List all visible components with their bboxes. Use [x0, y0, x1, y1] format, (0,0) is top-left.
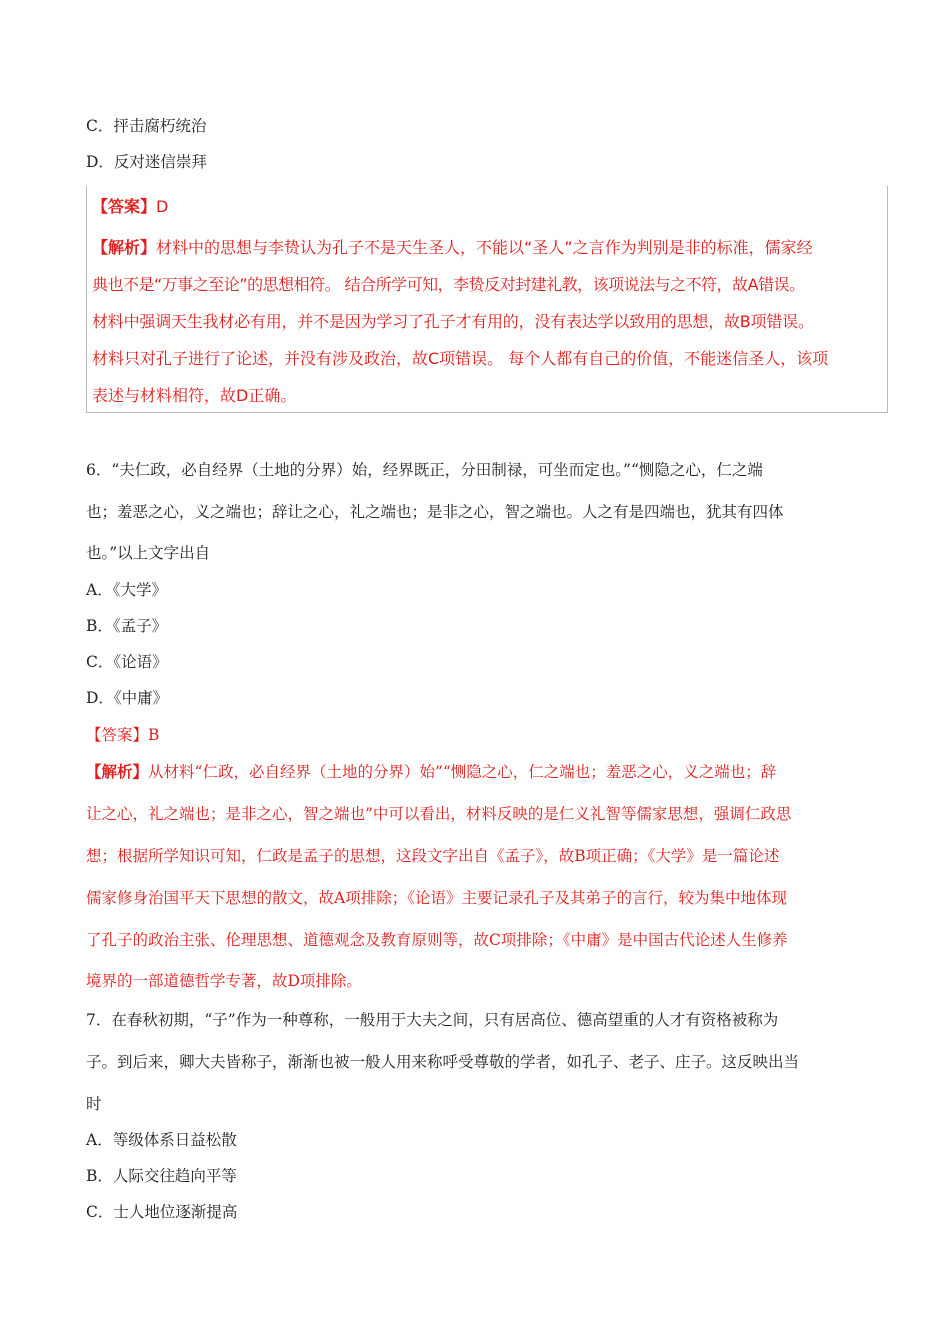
q6-analysis-line-6: 境界的一部道德哲学专著，故D项排除。	[86, 972, 362, 990]
q7-stem-line-2: 子。到后来，卿大夫皆称子，渐渐也被一般人用来称呼受尊敬的学者，如孔子、老子、庄子。这反映出当	[86, 1053, 800, 1071]
q7-option-a: A．等级体系日益松散	[86, 1131, 237, 1149]
q6-answer-label: 【答案】	[86, 726, 149, 744]
q5-answer-label: 【答案】	[92, 197, 157, 216]
q5-answer-value: D	[156, 197, 169, 216]
q7-option-c: C．士人地位逐渐提高	[86, 1203, 238, 1221]
q6-option-d: D．《中庸》	[86, 689, 169, 707]
q6-analysis-line-1	[86, 762, 776, 782]
q6-analysis-line-3: 想；根据所学知识可知，仁政是孟子的思想，这段文字出自《孟子》，故B项正确；《大学》是一篇论述	[86, 847, 780, 865]
q5-analysis-text-1: 材料中的思想与李贽认为孔子不是天生圣人，不能以“圣人”之言作为判别是非的标准，儒家经	[156, 238, 813, 257]
q6-stem-line-1: 6．“夫仁政，必自经界（土地的分界）始，经界既正，分田制禄，可坐而定也。”“恻隐之心，仁之端	[86, 461, 763, 479]
q7-option-b: B．人际交往趋向平等	[86, 1167, 237, 1185]
q6-analysis-line-4: 儒家修身治国平天下思想的散文，故A项排除；《论语》主要记录孔子及其弟子的言行，较为集中地体现	[86, 889, 787, 907]
q5-analysis-line-1	[92, 238, 813, 258]
q6-stem-line-3: 也。”以上文字出自	[86, 544, 211, 562]
q5-answer-box	[86, 186, 888, 413]
q5-analysis-line-2: 典也不是“万事之至论”的思想相符。 结合所学可知，李贽反对封建礼教，该项说法与之不符，故A错误。	[92, 275, 805, 294]
q5-analysis-label: 【解析】	[92, 238, 157, 257]
q6-analysis-text-1: 从材料“仁政，必自经界（土地的分界）始”“恻隐之心，仁之端也；羞恶之心，义之端也；辞	[148, 763, 777, 781]
q5-analysis-line-4: 材料只对孔子进行了论述，并没有涉及政治，故C项错误。 每个人都有自己的价值，不能迷信圣人，该项	[92, 349, 829, 368]
q6-answer	[86, 725, 159, 745]
q6-stem-line-2: 也；羞恶之心，义之端也；辞让之心，礼之端也；是非之心，智之端也。人之有是四端也，犹其有四体	[86, 503, 784, 521]
q5-answer	[92, 197, 168, 217]
q5-analysis-line-5: 表述与材料相符，故D正确。	[92, 386, 297, 405]
q6-analysis-label: 【解析】	[86, 762, 149, 781]
q5-option-d: D．反对迷信崇拜	[86, 153, 207, 171]
q7-stem-line-1: 7．在春秋初期，“子”作为一种尊称，一般用于大夫之间，只有居高位、德高望重的人才有资格被称为	[86, 1011, 779, 1029]
q6-option-c: C．《论语》	[86, 653, 168, 671]
q6-option-a: A．《大学》	[86, 581, 167, 599]
q6-answer-value: B	[148, 726, 160, 744]
q6-analysis-line-2: 让之心，礼之端也；是非之心，智之端也”中可以看出，材料反映的是仁义礼智等儒家思想，强调仁政思	[86, 805, 792, 823]
q6-analysis-line-5: 了孔子的政治主张、伦理思想、道德观念及教育原则等，故C项排除；《中庸》是中国古代论述人生修养	[86, 931, 788, 949]
q7-stem-line-3: 时	[86, 1095, 102, 1113]
q5-option-c: C．抨击腐朽统治	[86, 117, 207, 135]
q6-option-b: B．《孟子》	[86, 617, 168, 635]
q5-analysis-line-3: 材料中强调天生我材必有用，并不是因为学习了孔子才有用的，没有表达学以致用的思想，故B项错误。	[92, 312, 814, 331]
